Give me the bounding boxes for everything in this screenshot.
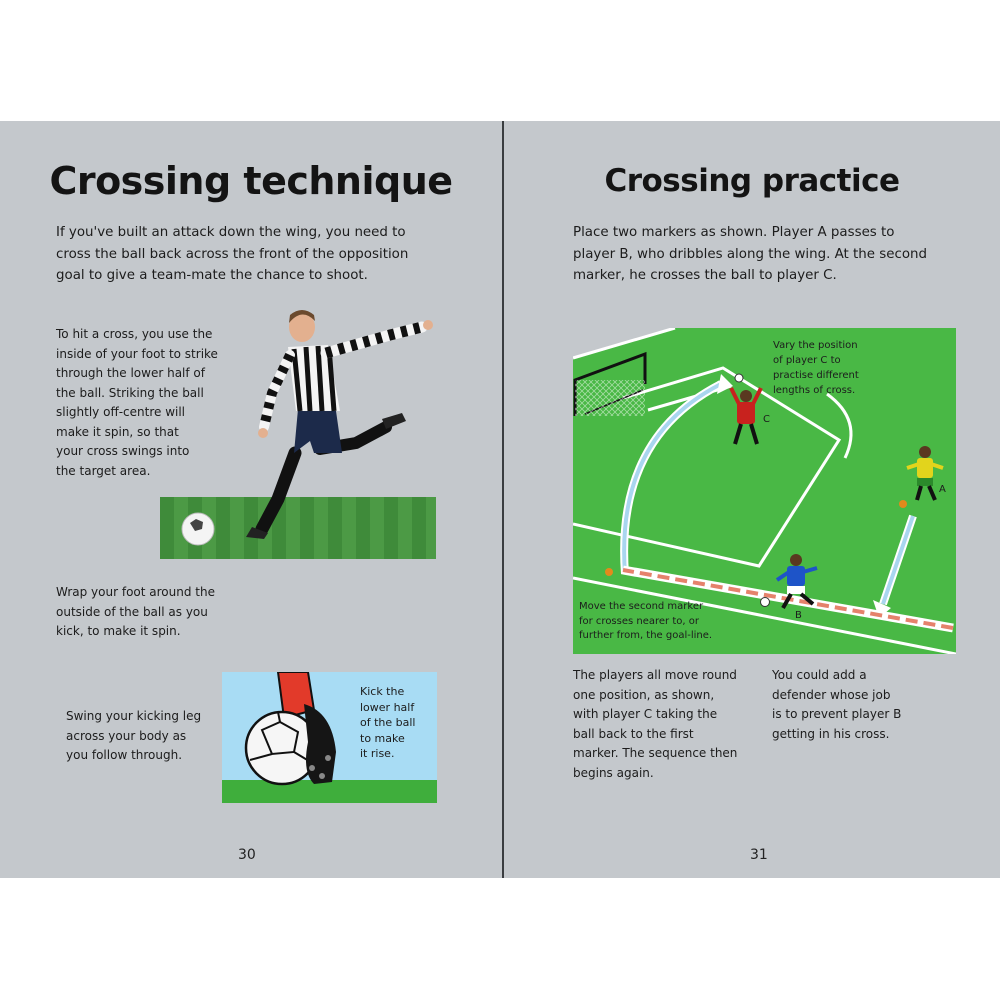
player-c-label: C — [763, 414, 770, 425]
cross-technique-text: To hit a cross, you use the inside of your foot to strike through the lower half of the ball. Striking the ball slightly off-centre will make it spin, so that your cross swings into the target area. — [56, 327, 218, 478]
rotate-positions-text: The players all move round one position, as shown, with player C taking the ball back to the first marker. The sequence then begins again. — [573, 668, 738, 780]
wrap-foot-text: Wrap your foot around the outside of the ball as you kick, to make it spin. — [56, 585, 215, 638]
player-figure — [160, 303, 436, 559]
left-page-title: Crossing technique — [49, 159, 453, 203]
right-page — [504, 121, 1000, 878]
left-page — [0, 121, 502, 878]
right-intro-text: Place two markers as shown. Player A passes to player B, who dribbles along the wing. At the second marker, he crosses the ball to player C. — [573, 225, 928, 283]
player-kicking-photo — [160, 303, 436, 559]
kick-lower-half-label: Kick the lower half of the ball to make it rise. — [360, 685, 416, 760]
vary-position-note: Vary the position of player C to practise different lengths of cross. — [773, 340, 859, 396]
player-b-label: B — [795, 610, 802, 621]
crossing-practice-diagram — [573, 328, 956, 654]
move-marker-note: Move the second marker for crosses nearer to, or further from, the goal-line. — [579, 601, 713, 641]
left-page-number: 30 — [238, 847, 256, 863]
player-a-label: A — [939, 484, 946, 495]
right-page-number: 31 — [750, 847, 768, 863]
swing-leg-text: Swing your kicking leg across your body as you follow through. — [66, 709, 202, 762]
right-page-title: Crossing practice — [604, 163, 900, 199]
kick-illustration — [222, 672, 437, 803]
add-defender-text: You could add a defender whose job is to prevent player B getting in his cross. — [772, 668, 902, 741]
book-spread — [0, 121, 1000, 878]
left-intro-text: If you've built an attack down the wing, you need to cross the ball back across the front of the opposition goal to give a team-mate the chance to shoot. — [56, 225, 409, 283]
